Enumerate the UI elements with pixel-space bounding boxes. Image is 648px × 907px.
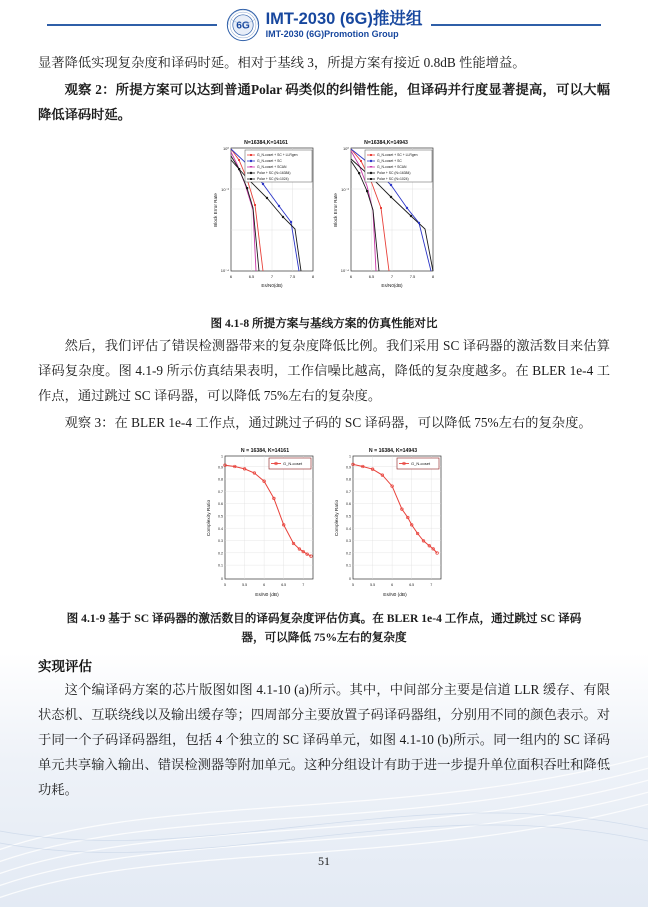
paragraph-2: 然后，我们评估了错误检测器带来的复杂度降低比例。我们采用 SC 译码器的激活数目来估算译码复杂度。图 4.1-9 所示仿真结果表明，工作信噪比越高，降低的复杂度越多。在 BLER 1e-4 工作点，通过跳过 SC 译码器，可以降低 75%左右的复杂度。 — [38, 338, 610, 403]
chart-title: N=16384,K=14943 — [364, 140, 408, 146]
section-heading-implementation: 实现评估 — [38, 659, 92, 674]
legend-2: G_N-coset + SCAN — [377, 165, 407, 170]
xtick-3: 7.5 — [289, 274, 296, 279]
chart-xlabel: Es/N0 (dB) — [255, 593, 279, 598]
svg-text:6G: 6G — [235, 20, 250, 32]
chart-bler-left — [209, 135, 319, 310]
chart-title: N=16384,K=14161 — [244, 140, 288, 146]
legend-4: Polar + SC (N=1024) — [377, 177, 409, 182]
svg-text:0.5: 0.5 — [346, 514, 351, 519]
brand-title-en: IMT-2030 (6G)Promotion Group — [265, 28, 399, 39]
xtick-labels — [224, 583, 304, 587]
legend-3: Polar + SC (N=16384) — [257, 171, 291, 176]
chart-bler-left-svg — [209, 135, 319, 310]
svg-text:0.2: 0.2 — [218, 551, 223, 556]
chart-complexity-left-svg — [201, 443, 319, 605]
chart-ylabel: Block Error Rate — [333, 193, 338, 227]
brand-title-cn: IMT-2030 (6G)推进组 — [265, 10, 423, 29]
chart-xlabel: Es/N0(dB) — [261, 283, 283, 288]
svg-text:0.3: 0.3 — [346, 539, 351, 544]
svg-text:7: 7 — [302, 583, 305, 587]
svg-text:0.8: 0.8 — [346, 477, 351, 482]
xtick-2: 7 — [390, 274, 394, 279]
svg-text:0.9: 0.9 — [346, 465, 351, 470]
ytick-1: 10⁻² — [341, 187, 349, 192]
figure-4-1-8-caption: 图 4.1-8 所提方案与基线方案的仿真性能对比 — [210, 317, 438, 330]
chart-complexity-right-svg — [329, 443, 447, 605]
legend-4: Polar + SC (N=1024) — [257, 177, 289, 182]
svg-text:0.3: 0.3 — [218, 539, 223, 544]
legend-0: G_N-coset — [411, 461, 431, 466]
imt-2030-6g-logo-icon — [226, 8, 260, 42]
svg-text:0.5: 0.5 — [218, 514, 223, 519]
xtick-2: 7 — [270, 274, 274, 279]
svg-text:7: 7 — [430, 583, 433, 587]
chart-legend — [245, 150, 312, 182]
chart-legend — [397, 458, 439, 469]
chart-ylabel: Block Error Rate — [213, 193, 218, 227]
svg-text:0.6: 0.6 — [346, 502, 351, 507]
chart-ylabel: Complexity Ratio — [335, 499, 340, 537]
ytick-2: 10⁻⁴ — [220, 268, 229, 273]
legend-0: G_N-coset + SC + LLRgen — [257, 153, 298, 158]
svg-text:6.5: 6.5 — [281, 583, 287, 587]
svg-text:0.7: 0.7 — [346, 489, 351, 494]
observation-3: 观察 3：在 BLER 1e-4 工作点，通过跳过子码的 SC 译码器，可以降低 75%左右的复杂度。 — [64, 415, 592, 430]
svg-text:0.4: 0.4 — [346, 526, 351, 531]
svg-text:0.2: 0.2 — [346, 551, 351, 556]
chart-legend — [365, 150, 432, 182]
legend-0: G_N-coset + SC + LLRgen — [377, 153, 418, 158]
chart-bler-right — [329, 135, 439, 310]
chart-xlabel: Es/N0(dB) — [381, 283, 403, 288]
ytick-1: 10⁻² — [221, 187, 229, 192]
ytick-0: 10⁰ — [222, 146, 229, 151]
xtick-0: 6 — [349, 274, 353, 279]
legend-2: G_N-coset + SCAN — [257, 165, 287, 170]
xtick-1: 6.5 — [368, 274, 375, 279]
xtick-1: 6.5 — [248, 274, 255, 279]
chart-bler-right-svg — [329, 135, 439, 310]
ytick-2: 10⁻⁴ — [340, 268, 349, 273]
ytick-0: 10⁰ — [342, 146, 349, 151]
paragraph-1: 显著降低实现复杂度和译码时延。相对于基线 3，所提方案有接近 0.8dB 性能增益。 — [38, 55, 526, 70]
chart-title: N = 16384, K=14943 — [368, 448, 418, 454]
xtick-4: 8 — [431, 274, 435, 279]
svg-text:0.4: 0.4 — [218, 526, 223, 531]
svg-text:0.6: 0.6 — [218, 502, 223, 507]
observation-2: 观察 2：所提方案可以达到普通Polar 码类似的纠错性能，但译码并行度显著提高，可以大幅降低译码时延。 — [38, 82, 610, 122]
svg-text:0.7: 0.7 — [218, 489, 223, 494]
header-rule-right — [431, 24, 601, 26]
page-content — [0, 50, 648, 802]
svg-text:1: 1 — [221, 454, 223, 459]
svg-text:6.5: 6.5 — [409, 583, 415, 587]
header-rule-left — [47, 24, 217, 26]
svg-text:0: 0 — [221, 577, 223, 581]
xtick-labels — [352, 583, 432, 587]
xtick-3: 7.5 — [409, 274, 416, 279]
chart-legend — [269, 458, 311, 469]
chart-complexity-right — [329, 443, 447, 605]
figure-4-1-9 — [38, 443, 610, 605]
xtick-4: 8 — [311, 274, 315, 279]
svg-text:0.1: 0.1 — [218, 563, 223, 568]
ytick-labels — [346, 455, 351, 581]
figure-4-1-8 — [38, 135, 610, 310]
svg-text:1: 1 — [349, 454, 351, 459]
svg-text:0.1: 0.1 — [346, 563, 351, 568]
chart-ylabel: Complexity Ratio — [207, 499, 212, 537]
brand-logo — [226, 8, 423, 42]
svg-text:5: 5 — [352, 583, 354, 587]
legend-0: G_N-coset — [283, 461, 303, 466]
legend-1: G_N-coset + SC — [377, 159, 402, 164]
svg-text:6: 6 — [391, 583, 394, 587]
legend-1: G_N-coset + SC — [257, 159, 282, 164]
legend-3: Polar + SC (N=16384) — [377, 171, 411, 176]
ytick-labels — [218, 455, 223, 581]
chart-xlabel: Es/N0 (dB) — [383, 593, 407, 598]
svg-text:5.5: 5.5 — [242, 583, 248, 587]
chart-title: N = 16384, K=14161 — [240, 448, 290, 454]
paragraph-3: 这个编译码方案的芯片版图如图 4.1-10 (a)所示。其中，中间部分主要是信道 LLR 缓存、有限状态机、互联绕线以及输出缓存等；四周部分主要放置子码译码器组，分别用不同的颜色表示。对于同一个子码译码器组，包括 4 个独立的 SC 译码单元，如图 4.1-10 (b)所示。同一组内的 SC 译码单元共享输入输出、错误检测器等附加单元。这种分组设计有助于进一步提升单位面积吞吐和降低功耗。 — [38, 682, 610, 797]
svg-text:0: 0 — [349, 577, 351, 581]
svg-text:0.9: 0.9 — [218, 465, 223, 470]
svg-text:0.8: 0.8 — [218, 477, 223, 482]
svg-text:5.5: 5.5 — [370, 583, 376, 587]
xtick-0: 6 — [229, 274, 233, 279]
page-header — [0, 0, 648, 50]
svg-text:5: 5 — [224, 583, 226, 587]
svg-text:6: 6 — [263, 583, 266, 587]
chart-complexity-left — [201, 443, 319, 605]
page-number: 51 — [318, 854, 330, 868]
figure-4-1-9-caption: 图 4.1-9 基于 SC 译码器的激活数目的译码复杂度评估仿真。在 BLER 1e-4 工作点，通过跳过 SC 译码器，可以降低 75%左右的复杂度 — [66, 612, 582, 644]
